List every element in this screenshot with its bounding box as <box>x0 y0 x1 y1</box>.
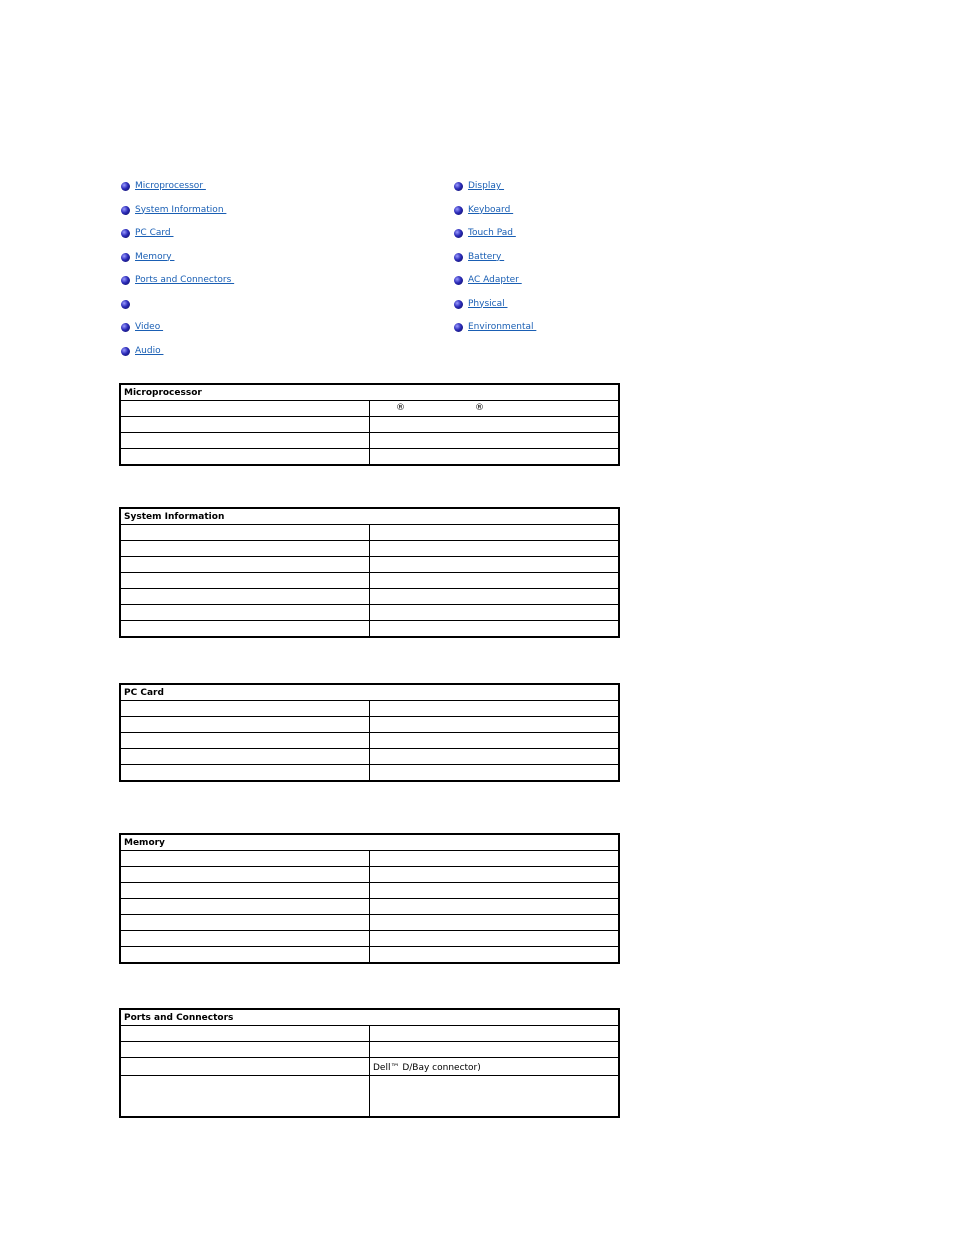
nav-item <box>454 252 536 276</box>
system-information-table <box>119 507 620 638</box>
table-cell <box>370 883 620 899</box>
link-physical[interactable]: Physical <box>468 298 508 309</box>
link-ports-and-connectors[interactable]: Ports and Connectors <box>135 275 235 285</box>
table-cell <box>370 573 620 589</box>
bullet-icon <box>454 300 463 309</box>
table-cell <box>370 605 620 621</box>
table-cell <box>370 749 620 765</box>
table-row <box>120 701 619 717</box>
pc-card-table <box>119 683 620 782</box>
memory-table <box>119 833 620 964</box>
dbay-connector-cell: Dell™ D/Bay connector) <box>370 1058 620 1076</box>
table-cell <box>120 701 370 717</box>
table-row <box>120 717 619 733</box>
bullet-icon <box>454 182 463 191</box>
table-row <box>120 621 619 638</box>
table-row <box>120 899 619 915</box>
bullet-icon <box>454 229 463 238</box>
table-cell <box>120 525 370 541</box>
table-row <box>120 1076 619 1118</box>
table-cell <box>370 541 620 557</box>
nav-item <box>121 228 234 252</box>
table-cell <box>370 401 620 417</box>
table-cell <box>120 541 370 557</box>
table-title: PC Card <box>120 684 619 701</box>
link-pc-card[interactable]: PC Card <box>135 228 174 238</box>
table-cell <box>370 867 620 883</box>
table-cell <box>120 931 370 947</box>
table-row <box>120 1026 619 1042</box>
table-cell <box>120 1058 370 1076</box>
table-cell <box>370 899 620 915</box>
link-display[interactable]: Display <box>468 181 505 191</box>
bullet-icon <box>454 253 463 262</box>
link-memory[interactable]: Memory <box>135 251 175 262</box>
table-cell <box>120 733 370 749</box>
bullet-icon <box>121 276 130 285</box>
registered-mark: ® <box>475 403 484 413</box>
bullet-icon <box>121 300 130 309</box>
bullet-icon <box>454 276 463 285</box>
table-cell <box>370 701 620 717</box>
table-cell <box>120 915 370 931</box>
nav-item <box>121 205 234 229</box>
ports-and-connectors-table <box>119 1008 620 1118</box>
table-cell <box>120 589 370 605</box>
table-cell <box>370 931 620 947</box>
nav-item <box>454 299 536 323</box>
table-row <box>120 765 619 782</box>
table-cell <box>370 417 620 433</box>
table-cell <box>120 433 370 449</box>
nav-item <box>121 346 234 370</box>
table-cell <box>120 1026 370 1042</box>
table-title: Ports and Connectors <box>120 1009 619 1026</box>
nav-right-column <box>454 181 536 346</box>
table-cell <box>370 589 620 605</box>
table-row <box>120 883 619 899</box>
table-cell <box>370 1076 620 1118</box>
table-cell <box>370 915 620 931</box>
table-title: System Information <box>120 508 619 525</box>
table-cell <box>370 1026 620 1042</box>
nav-item <box>454 228 536 252</box>
table-cell <box>120 749 370 765</box>
nav-left-column <box>121 181 234 369</box>
table-row <box>120 931 619 947</box>
table-row <box>120 947 619 964</box>
table-cell <box>370 433 620 449</box>
table-row <box>120 525 619 541</box>
link-keyboard[interactable]: Keyboard <box>468 204 514 215</box>
bullet-icon <box>454 323 463 332</box>
nav-item <box>121 252 234 276</box>
table-cell <box>120 1042 370 1058</box>
table-cell <box>370 557 620 573</box>
table-row <box>120 867 619 883</box>
nav-item <box>454 275 536 299</box>
table-cell <box>120 899 370 915</box>
link-microprocessor[interactable]: Microprocessor <box>135 181 206 191</box>
link-environmental[interactable]: Environmental <box>468 322 537 332</box>
table-cell <box>370 525 620 541</box>
table-row <box>120 733 619 749</box>
link-touch-pad[interactable]: Touch Pad <box>468 228 516 238</box>
table-cell <box>120 557 370 573</box>
table-cell <box>120 765 370 782</box>
table-cell <box>370 449 620 466</box>
link-system-information[interactable]: System Information <box>135 204 227 215</box>
table-row <box>120 1058 619 1076</box>
registered-mark: ® <box>396 403 405 413</box>
nav-item <box>121 275 234 299</box>
table-row <box>120 851 619 867</box>
ports-table-viewport <box>119 1008 620 1122</box>
table-row <box>120 749 619 765</box>
bullet-icon <box>121 229 130 238</box>
nav-item <box>121 181 234 205</box>
table-cell <box>370 851 620 867</box>
table-cell <box>120 605 370 621</box>
link-battery[interactable]: Battery <box>468 251 505 262</box>
nav-item <box>121 322 234 346</box>
table-cell <box>120 851 370 867</box>
table-cell <box>370 1042 620 1058</box>
table-cell <box>120 1076 370 1118</box>
table-cell <box>370 733 620 749</box>
bullet-icon <box>121 323 130 332</box>
table-cell <box>120 947 370 964</box>
table-cell <box>370 621 620 638</box>
table-cell <box>120 717 370 733</box>
table-title: Memory <box>120 834 619 851</box>
table-title: Microprocessor <box>120 384 619 401</box>
link-video[interactable]: Video <box>135 322 164 332</box>
bullet-icon <box>454 206 463 215</box>
bullet-icon <box>121 253 130 262</box>
table-cell <box>120 621 370 638</box>
table-row <box>120 433 619 449</box>
table-row <box>120 915 619 931</box>
table-row <box>120 417 619 433</box>
table-row <box>120 401 619 417</box>
nav-item <box>454 322 536 346</box>
table-cell <box>120 883 370 899</box>
table-cell <box>370 765 620 782</box>
bullet-icon <box>121 347 130 356</box>
table-row <box>120 573 619 589</box>
nav-item <box>454 181 536 205</box>
table-row <box>120 605 619 621</box>
table-cell <box>120 417 370 433</box>
table-cell <box>120 867 370 883</box>
microprocessor-table <box>119 383 620 466</box>
table-cell <box>120 573 370 589</box>
table-row <box>120 589 619 605</box>
table-row <box>120 557 619 573</box>
bullet-icon <box>121 206 130 215</box>
table-row <box>120 541 619 557</box>
table-cell <box>120 449 370 466</box>
nav-item <box>454 205 536 229</box>
table-row <box>120 449 619 466</box>
table-row <box>120 1042 619 1058</box>
nav-item <box>121 299 234 323</box>
link-ac-adapter[interactable]: AC Adapter <box>468 275 522 285</box>
table-cell <box>370 717 620 733</box>
table-cell <box>120 401 370 417</box>
table-cell <box>370 947 620 964</box>
bullet-icon <box>121 182 130 191</box>
link-audio[interactable]: Audio <box>135 345 164 356</box>
